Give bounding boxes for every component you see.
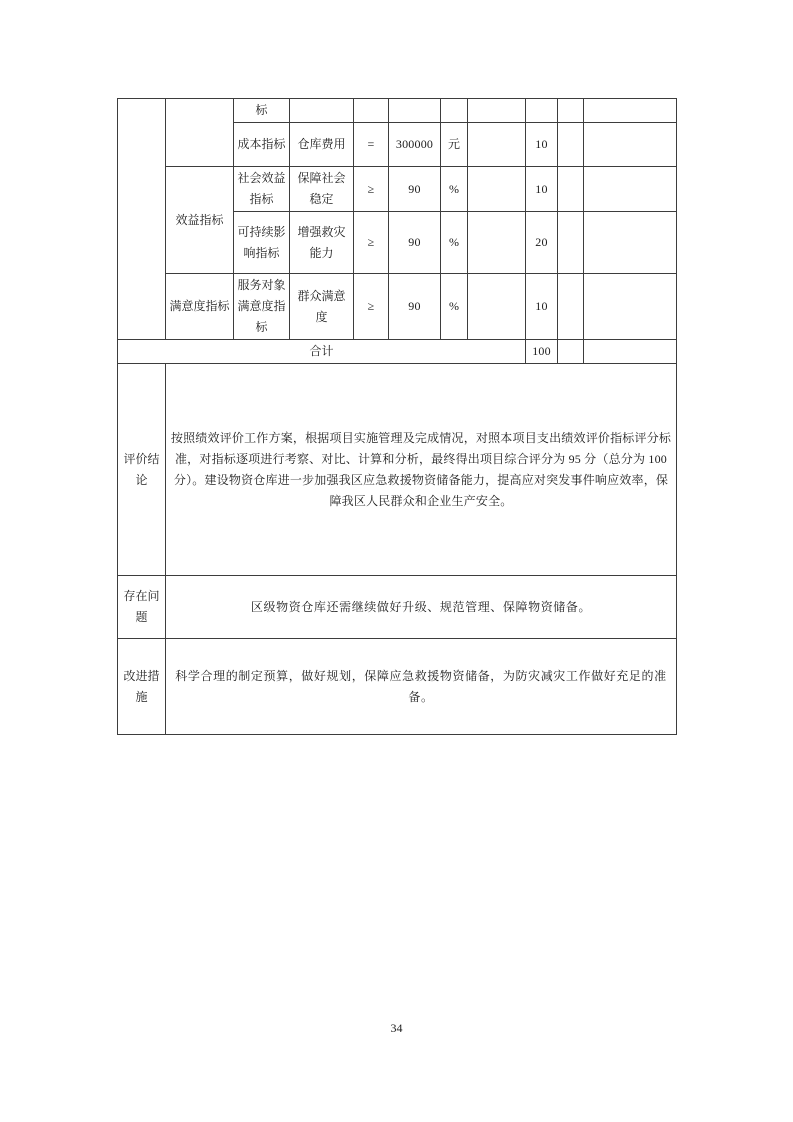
measures-label: 改进措施 [118, 639, 166, 735]
unit-cell: % [441, 167, 468, 212]
operator-cell: ≥ [354, 167, 389, 212]
level2-indicator-cell-empty [166, 99, 234, 167]
indicator-name-cell: 增强救灾能力 [290, 212, 354, 274]
remark-cell-empty [584, 274, 677, 340]
operator-cell: ≥ [354, 274, 389, 340]
problems-label: 存在问题 [118, 576, 166, 639]
level2-indicator-cell: 效益指标 [166, 167, 234, 274]
deduction-cell-empty [558, 212, 584, 274]
score-cell: 10 [526, 274, 558, 340]
indicator-name-cell: 仓库费用 [290, 123, 354, 167]
level3-indicator-cell: 标 [234, 99, 290, 123]
actual-value-cell-empty [468, 167, 526, 212]
actual-value-cell-empty [468, 99, 526, 123]
table-row-measures [118, 639, 677, 735]
unit-cell: % [441, 274, 468, 340]
remark-cell-empty [584, 340, 677, 364]
indicator-name-cell-empty [290, 99, 354, 123]
target-value-cell: 90 [389, 212, 441, 274]
table-row-total [118, 340, 677, 364]
target-value-cell: 90 [389, 274, 441, 340]
problems-text: 区级物资仓库还需继续做好升级、规范管理、保障物资储备。 [166, 576, 677, 639]
table-row-social-benefit [118, 167, 677, 212]
measures-text: 科学合理的制定预算，做好规划，保障应急救援物资储备，为防灾减灾工作做好充足的准备。 [166, 639, 677, 735]
table-row-satisfaction [118, 274, 677, 340]
operator-cell: ≥ [354, 212, 389, 274]
remark-cell-empty [584, 212, 677, 274]
indicator-name-cell: 保障社会稳定 [290, 167, 354, 212]
remark-cell-empty [584, 123, 677, 167]
table-row-conclusion [118, 364, 677, 576]
total-label-cell: 合计 [118, 340, 526, 364]
total-score-cell: 100 [526, 340, 558, 364]
table-row-continuation [118, 99, 677, 123]
deduction-cell-empty [558, 340, 584, 364]
unit-cell-empty [441, 99, 468, 123]
conclusion-label: 评价结论 [118, 364, 166, 576]
target-value-cell: 90 [389, 167, 441, 212]
page-number: 34 [390, 1021, 403, 1035]
level3-indicator-cell: 成本指标 [234, 123, 290, 167]
target-value-cell: 300000 [389, 123, 441, 167]
level3-indicator-cell: 可持续影响指标 [234, 212, 290, 274]
deduction-cell-empty [558, 99, 584, 123]
level3-indicator-cell: 服务对象满意度指标 [234, 274, 290, 340]
operator-cell-empty [354, 99, 389, 123]
remark-cell-empty [584, 167, 677, 212]
target-value-cell-empty [389, 99, 441, 123]
indicator-name-cell: 群众满意度 [290, 274, 354, 340]
score-cell: 10 [526, 123, 558, 167]
deduction-cell-empty [558, 123, 584, 167]
performance-indicator-table [117, 98, 677, 735]
deduction-cell-empty [558, 167, 584, 212]
score-cell: 20 [526, 212, 558, 274]
deduction-cell-empty [558, 274, 584, 340]
unit-cell: 元 [441, 123, 468, 167]
score-cell: 10 [526, 167, 558, 212]
actual-value-cell-empty [468, 212, 526, 274]
remark-cell-empty [584, 99, 677, 123]
table-row-problems [118, 576, 677, 639]
operator-cell: = [354, 123, 389, 167]
conclusion-text: 按照绩效评价工作方案，根据项目实施管理及完成情况，对照本项目支出绩效评价指标评分标准，对指标逐项进行考察、对比、计算和分析，最终得出项目综合评分为 95 分（总分为 100 分）。建设物资仓库进一步加强我区应急救援物资储备能力，提高应对突发事件响应效率，保障我区人民群众和企业生产安全。 [166, 364, 677, 576]
actual-value-cell-empty [468, 274, 526, 340]
level3-indicator-cell: 社会效益指标 [234, 167, 290, 212]
score-cell-empty [526, 99, 558, 123]
actual-value-cell-empty [468, 123, 526, 167]
unit-cell: % [441, 212, 468, 274]
level1-indicator-cell-empty [118, 99, 166, 340]
level2-indicator-cell: 满意度指标 [166, 274, 234, 340]
